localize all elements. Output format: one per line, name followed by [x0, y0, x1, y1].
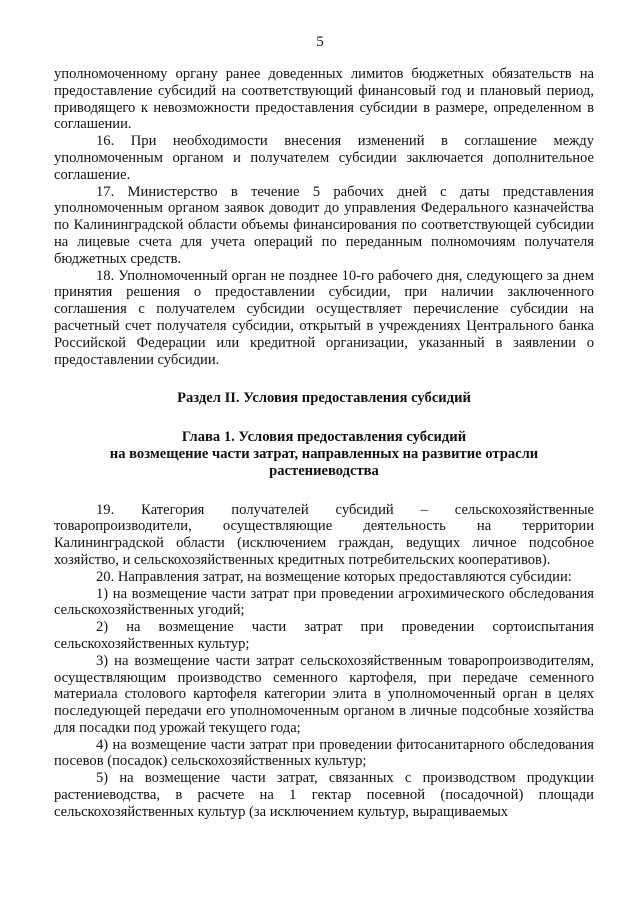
list-item-3: 3) на возмещение части затрат сельскохозяйственным товаропроизводителям, осуществляющим производство семенного картофеля, при передаче семенного материала столового картофеля категории элита в уполномоченный орган в целях последующей передачи его уполномоченным органом в личные подсобные хозяйства для посадки под урожай текущего года; — [54, 652, 594, 736]
list-item-1: 1) на возмещение части затрат при проведении агрохимического обследования сельскохозяйственных угодий; — [54, 585, 594, 619]
paragraph-20: 20. Направления затрат, на возмещение которых предоставляются субсидии: — [96, 568, 572, 585]
paragraph-16: 16. При необходимости внесения изменений в соглашение между уполномоченным органом и получателем субсидии заключается дополнительное соглашение. — [54, 133, 594, 183]
page-number: 5 — [316, 34, 324, 50]
chapter-title-line-1: Глава 1. Условия предоставления субсидий — [181, 429, 467, 446]
paragraph-19: 19. Категория получателей субсидий – сельскохозяйственные товаропроизводители, осуществляющие деятельность на территории Калининградской области (исключением граждан, ведущих личное подсобное хозяйство, и сельскохозяйственных кредитных потребительских кооперативов). — [54, 501, 594, 568]
chapter-title — [54, 429, 594, 479]
list-item-2: 2) на возмещение части затрат при проведении сортоиспытания сельскохозяйственных культур; — [54, 619, 594, 652]
paragraph-continuation: уполномоченному органу ранее доведенных лимитов бюджетных обязательств на предоставление субсидий на соответствующий финансовый год и плановый период, приводящего к невозможности предоставления субсидии в размере, определенном в соглашении. — [54, 66, 594, 133]
section-title: Раздел II. Условия предоставления субсидий — [177, 390, 471, 407]
document-body — [54, 66, 594, 821]
paragraph-18: 18. Уполномоченный орган не позднее 10-го рабочего дня, следующего за днем принятия решения о предоставлении субсидии, при наличии заключенного соглашения с получателем субсидии осуществляет перечисление субсидии на расчетный счет получателя субсидии, открытый в учреждениях Центрального банка Российской Федерации или кредитной организации, указанный в заявлении о предоставлении субсидии. — [54, 267, 594, 368]
chapter-title-line-2: на возмещение части затрат, направленных на развитие отрасли — [109, 445, 539, 462]
paragraph-17: 17. Министерство в течение 5 рабочих дней с даты представления уполномоченным органом заявок доводит до управления Федерального казначейства по Калининградской области объемы финансирования по соответствующей субсидии на лицевые счета для учета операций по переданным полномочиям получателя бюджетных средств. — [54, 183, 594, 267]
list-item-5: 5) на возмещение части затрат, связанных с производством продукции растениеводства, в расчете на 1 гектар посевной (посадочной) площади сельскохозяйственных культур (за исключением культур, выращиваемых — [54, 770, 594, 820]
chapter-title-line-3: растениеводства — [269, 462, 379, 479]
list-item-4: 4) на возмещение части затрат при проведении фитосанитарного обследования посевов (посадок) сельскохозяйственных культур; — [54, 736, 594, 770]
